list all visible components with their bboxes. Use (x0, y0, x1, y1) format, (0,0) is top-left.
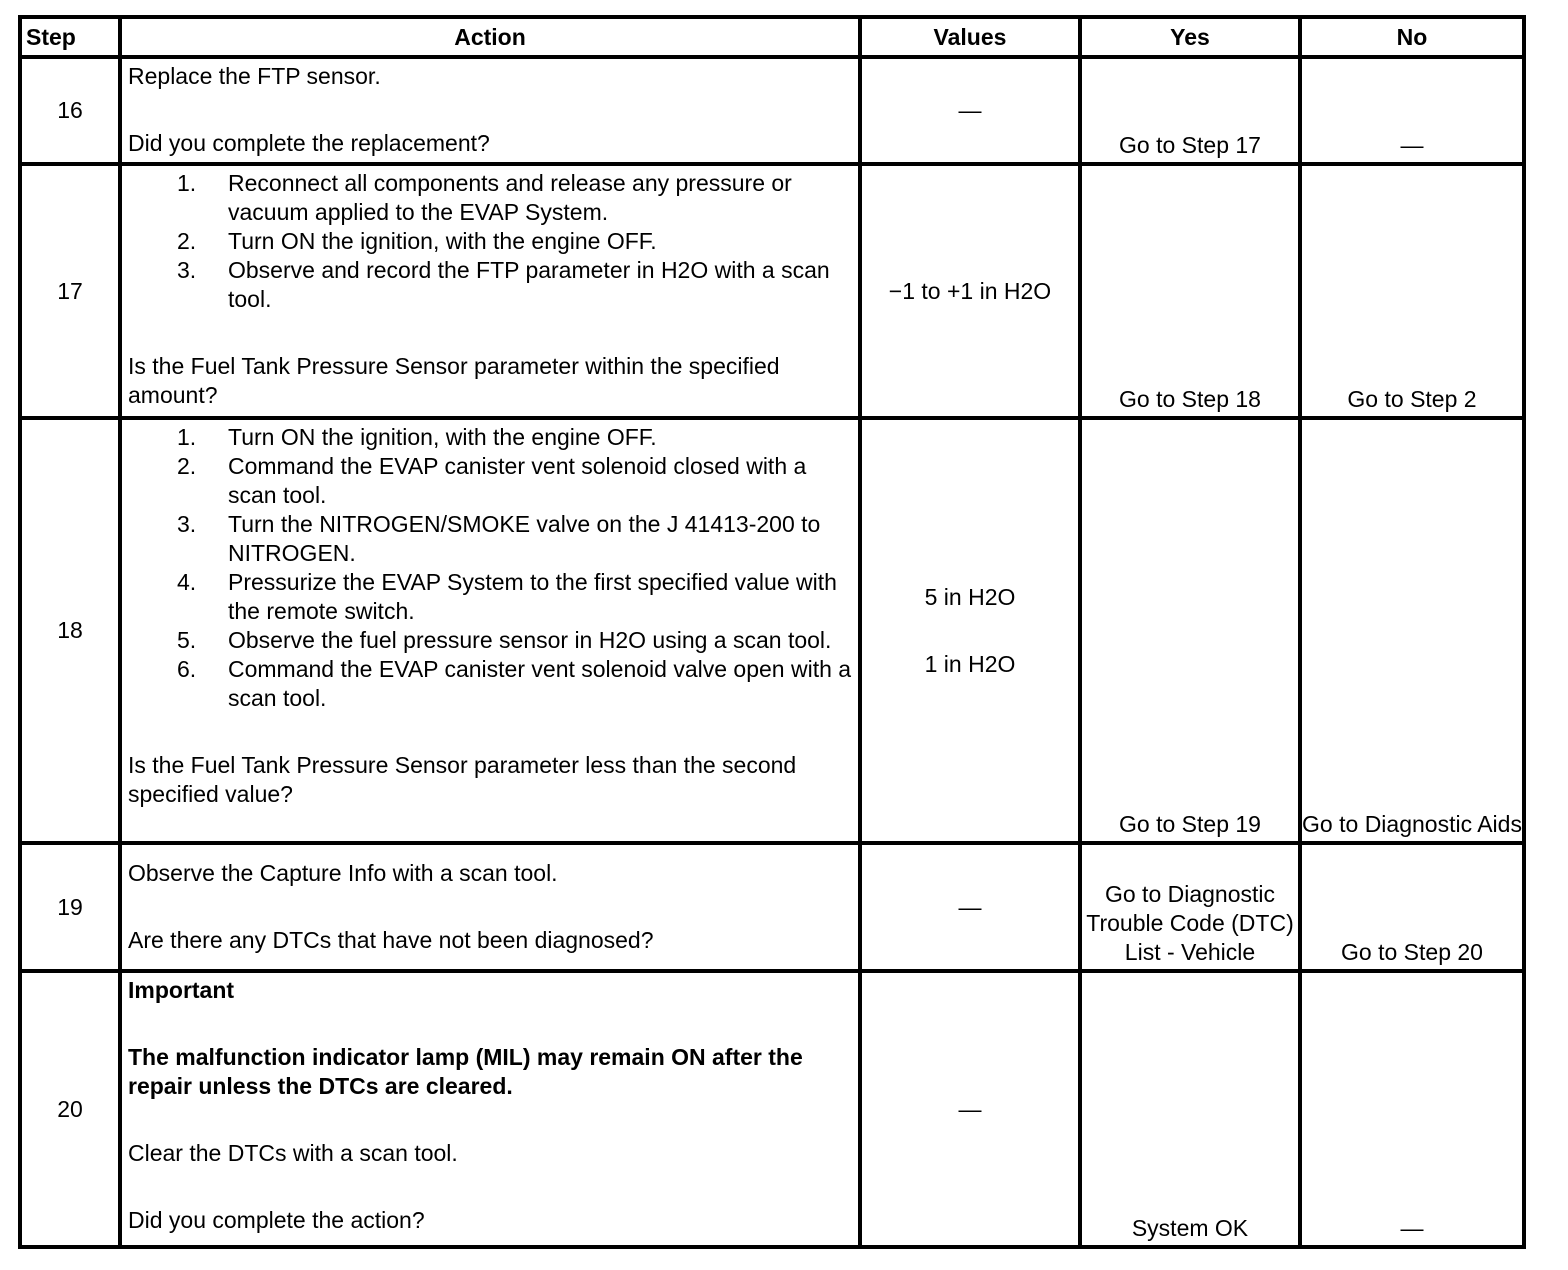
action-question: Did you complete the action? (128, 1207, 425, 1233)
action-question: Is the Fuel Tank Pressure Sensor parameter within the specified amount? (128, 353, 780, 408)
yes-cell: System OK (1080, 971, 1300, 1247)
list-item: 6. Command the EVAP canister vent solenoid valve open with a scan tool. (177, 656, 852, 711)
action-question: Are there any DTCs that have not been diagnosed? (128, 927, 654, 953)
important-label: Important (128, 977, 235, 1003)
action-cell (120, 971, 860, 1247)
values-cell: — (860, 971, 1080, 1247)
diagnostic-table (18, 15, 1526, 1249)
no-cell: — (1300, 57, 1524, 164)
header-values: Values (860, 17, 1080, 57)
list-item: 1. Reconnect all components and release any pressure or vacuum applied to the EVAP System. (177, 170, 792, 225)
step-number: 20 (20, 971, 120, 1247)
header-no: No (1300, 17, 1524, 57)
values-cell: −1 to +1 in H2O (860, 164, 1080, 418)
no-cell: Go to Diagnostic Aids (1300, 418, 1524, 843)
yes-cell: Go to Step 19 (1080, 418, 1300, 843)
action-cell (120, 843, 860, 971)
step-number: 16 (20, 57, 120, 164)
second-specified-value: 1 in H2O (924, 650, 1016, 677)
list-item: 1. Turn ON the ignition, with the engine OFF. (177, 424, 657, 450)
yes-cell: Go to Step 17 (1080, 57, 1300, 164)
list-item: 2. Turn ON the ignition, with the engine OFF. (177, 228, 657, 254)
action-cell (120, 418, 860, 843)
list-item: 3. Turn the NITROGEN/SMOKE valve on the J 41413-200 to NITROGEN. (177, 511, 821, 566)
action-question: Is the Fuel Tank Pressure Sensor parameter less than the second specified value? (128, 752, 797, 807)
yes-cell: Go to Step 18 (1080, 164, 1300, 418)
no-cell: Go to Step 20 (1300, 843, 1524, 971)
action-question: Did you complete the replacement? (128, 130, 490, 156)
values-cell: — (860, 843, 1080, 971)
first-specified-value: 5 in H2O (924, 583, 1016, 610)
table-row-step-20 (20, 971, 1524, 1247)
list-item: 4. Pressurize the EVAP System to the first specified value with the remote switch. (177, 569, 837, 624)
action-intro: Clear the DTCs with a scan tool. (128, 1140, 458, 1166)
values-cell (860, 418, 1080, 843)
header-step: Step (20, 17, 120, 57)
step-number: 18 (20, 418, 120, 843)
table-row-step-18 (20, 418, 1524, 843)
yes-cell: Go to Diagnostic Trouble Code (DTC) List - Vehicle (1080, 843, 1300, 971)
action-list (128, 423, 852, 713)
header-action: Action (120, 17, 860, 57)
no-cell: — (1300, 971, 1524, 1247)
step-number: 19 (20, 843, 120, 971)
list-item: 2. Command the EVAP canister vent solenoid closed with a scan tool. (177, 453, 807, 508)
step-number: 17 (20, 164, 120, 418)
action-list (128, 169, 852, 314)
table-row-step-19 (20, 843, 1524, 971)
action-intro: Observe the Capture Info with a scan tool. (128, 860, 558, 886)
list-item: 5. Observe the fuel pressure sensor in H2O using a scan tool. (177, 627, 832, 653)
values-cell: — (860, 57, 1080, 164)
action-cell (120, 57, 860, 164)
table-row-step-17 (20, 164, 1524, 418)
important-text: The malfunction indicator lamp (MIL) may remain ON after the repair unless the DTCs are cleared. (128, 1044, 803, 1099)
header-row (20, 17, 1524, 57)
list-item: 3. Observe and record the FTP parameter in H2O with a scan tool. (177, 257, 830, 312)
action-cell (120, 164, 860, 418)
no-cell: Go to Step 2 (1300, 164, 1524, 418)
header-yes: Yes (1080, 17, 1300, 57)
table-row-step-16 (20, 57, 1524, 164)
action-intro: Replace the FTP sensor. (128, 63, 381, 89)
